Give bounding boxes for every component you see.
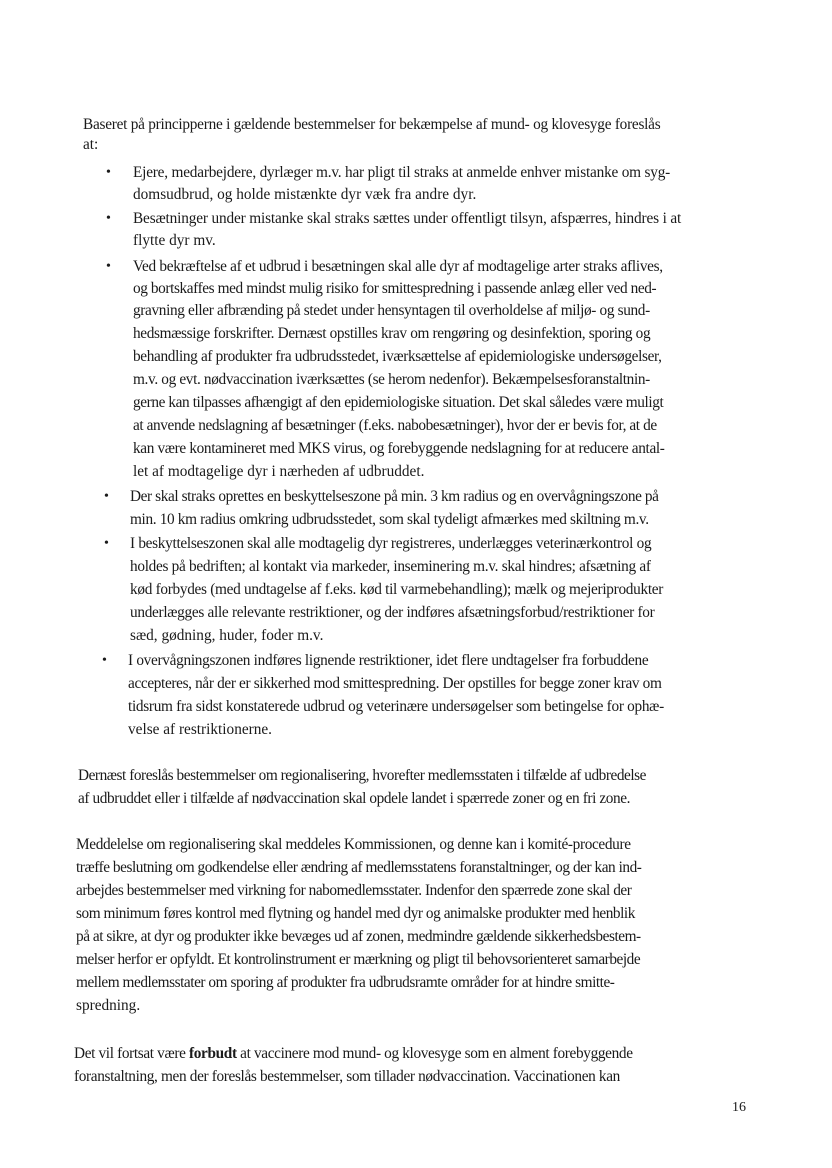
text-line: hedsmæssige forskrifter. Dernæst opstilles krav om rengøring og desinfektion, sporing og: [133, 325, 651, 342]
text-line: holdes på bedriften; al kontakt via markeder, inseminering m.v. skal hindres; afsætning af: [130, 558, 651, 575]
text-line: sæd, gødning, huder, foder m.v.: [130, 627, 324, 644]
text-line: gravning eller afbrænding på stedet under hensyntagen til overholdelse af miljø- og sund-: [133, 302, 650, 319]
text-line: Meddelelse om regionalisering skal meddeles Kommissionen, og denne kan i komité-procedure: [76, 836, 631, 853]
text-line: m.v. og evt. nødvaccination iværksættes (se herom nedenfor). Bekæmpelsesforanstaltnin-: [133, 371, 650, 388]
text-line: underlægges alle relevante restriktioner, og der indføres afsætningsforbud/restriktioner for: [130, 604, 655, 621]
text-line: Der skal straks oprettes en beskyttelseszone på min. 3 km radius og en overvågningszone på: [130, 488, 659, 505]
text-line: Ejere, medarbejdere, dyrlæger m.v. har pligt til straks at anmelde enhver mistanke om syg-: [133, 164, 671, 181]
emphasis-text: forbudt: [189, 1045, 237, 1062]
text-line: Besætninger under mistanke skal straks sættes under offentligt tilsyn, afspærres, hindres i at: [133, 210, 682, 227]
text-line: Baseret på principperne i gældende bestemmelser for bekæmpelse af mund- og klovesyge foreslås: [83, 116, 661, 133]
text-run: at vaccinere mod mund- og klovesyge som en alment forebyggende: [236, 1045, 633, 1062]
text-line: Dernæst foreslås bestemmelser om regionalisering, hvorefter medlemsstaten i tilfælde af udbredelse: [78, 767, 647, 784]
text-line: I overvågningszonen indføres lignende restriktioner, idet flere undtagelser fra forbuddene: [128, 652, 649, 669]
text-line: at:: [83, 136, 99, 153]
page-number: 16: [732, 1100, 746, 1115]
text-line: på at sikre, at dyr og produkter ikke bevæges ud af zonen, medmindre gældende sikkerhedsbestem-: [76, 928, 641, 945]
text-line: melser herfor er opfyldt. Et kontrolinstrument er mærkning og pligt til behovsorienteret samarbejde: [76, 951, 641, 968]
text-line: accepteres, når der er sikkerhed mod smittespredning. Der opstilles for begge zoner krav om: [128, 675, 662, 692]
bullet-marker: •: [106, 259, 111, 274]
text-line: gerne kan tilpasses afhængigt af den epidemiologiske situation. Det skal således være muligt: [133, 394, 664, 411]
text-line: [74, 1043, 633, 1065]
text-line: foranstaltning, men der foreslås bestemmelser, som tillader nødvaccination. Vaccinationen kan: [74, 1068, 620, 1085]
text-line: behandling af produkter fra udbrudsstedet, iværksættelse af epidemiologiske undersøgelser,: [133, 348, 662, 365]
text-run: Det vil fortsat være: [74, 1045, 189, 1062]
text-line: af udbruddet eller i tilfælde af nødvaccination skal opdele landet i spærrede zoner og en fri zone.: [78, 790, 631, 807]
text-line: Ved bekræftelse af et udbrud i besætningen skal alle dyr af modtagelige arter straks aflives,: [133, 258, 663, 275]
text-line: kød forbydes (med undtagelse af f.eks. kød til varmebehandling); mælk og mejeriprodukter: [130, 581, 664, 598]
text-line: træffe beslutning om godkendelse eller ændring af medlemsstatens foranstaltninger, og der kan ind-: [76, 859, 642, 876]
bullet-marker: •: [102, 653, 107, 668]
bullet-marker: •: [106, 165, 111, 180]
text-line: tidsrum fra sidst konstaterede udbrud og veterinære undersøgelser som betingelse for ophæ-: [128, 698, 664, 715]
text-line: mellem medlemsstater om sporing af produkter fra udbrudsramte områder for at hindre smitte-: [76, 974, 615, 991]
text-line: I beskyttelseszonen skal alle modtagelig dyr registreres, underlægges veterinærkontrol og: [130, 535, 652, 552]
text-line: min. 10 km radius omkring udbrudsstedet, som skal tydeligt afmærkes med skiltning m.v.: [130, 511, 649, 528]
text-line: let af modtagelige dyr i nærheden af udbruddet.: [133, 463, 425, 480]
text-line: som minimum føres kontrol med flytning og handel med dyr og animalske produkter med henblik: [76, 905, 635, 922]
bullet-marker: •: [106, 211, 111, 226]
text-line: velse af restriktionerne.: [128, 721, 272, 738]
text-line: og bortskaffes med mindst mulig risiko for smittespredning i passende anlæg eller ved ned-: [133, 280, 657, 297]
text-line: spredning.: [76, 997, 141, 1014]
text-line: domsudbrud, og holde mistænkte dyr væk fra andre dyr.: [133, 186, 477, 203]
text-line: flytte dyr mv.: [133, 232, 216, 249]
text-line: arbejdes bestemmelser med virkning for nabomedlemsstater. Indenfor den spærrede zone skal der: [76, 882, 632, 899]
bullet-marker: •: [104, 489, 109, 504]
bullet-marker: •: [104, 536, 109, 551]
text-line: kan være kontamineret med MKS virus, og forebyggende nedslagning for at reducere antal-: [133, 440, 665, 457]
text-line: at anvende nedslagning af besætninger (f.eks. nabobesætninger), hvor der er bevis for, at de: [133, 417, 657, 434]
